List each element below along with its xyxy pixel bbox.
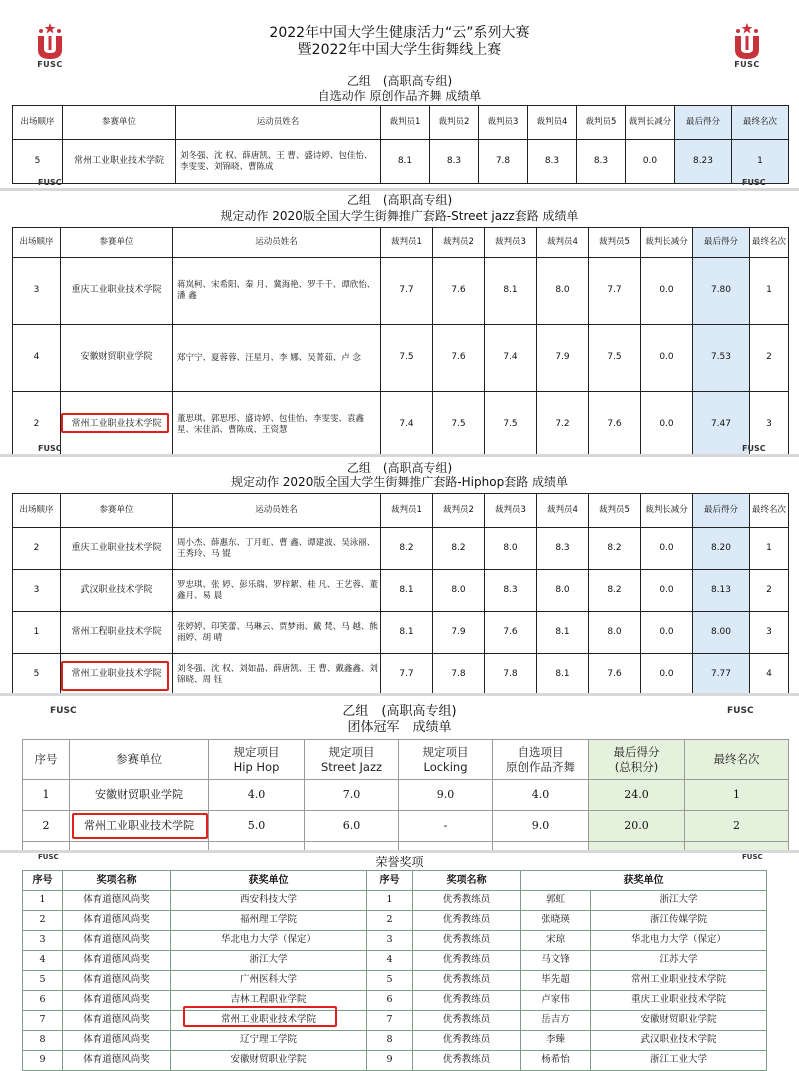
no-cell: 4 (367, 951, 413, 971)
table2-group: 乙组 (高职高专组) (346, 193, 453, 207)
award-cell: 体育道德风尚奖 (63, 931, 171, 951)
score-cell: 8.0 (433, 570, 485, 612)
no-cell: 2 (23, 911, 63, 931)
table-row (23, 931, 767, 951)
person-cell: 宋琼 (521, 931, 591, 951)
header-cell: 裁判员1 (381, 228, 433, 258)
names-cell: 罗忠琪、张 婷、彭乐瑞、罗梓絮、桂 凡、王艺蓉、董鑫月、易 晨 (173, 570, 381, 612)
award-cell: 优秀教练员 (413, 1011, 521, 1031)
score-cell: 7.7 (381, 654, 433, 696)
total-cell: 24.0 (589, 780, 685, 811)
fusc-mark: FUSC (742, 853, 763, 861)
rank-cell: 1 (732, 140, 789, 184)
section-honor-awards (0, 853, 799, 1066)
table-row (23, 780, 789, 811)
table1-scores (12, 105, 789, 184)
header-cell: 运动员姓名 (176, 106, 381, 140)
score-cell: 8.0 (589, 612, 641, 654)
header-line2: Locking (423, 759, 468, 774)
section-team-champion (0, 696, 799, 850)
header-cell: 出场顺序 (13, 494, 61, 528)
score-cell: 8.3 (485, 570, 537, 612)
unit-cell: 常州工业职业技术学院 (61, 392, 173, 459)
header-cell: 裁判员1 (381, 106, 430, 140)
section-street-jazz (0, 191, 799, 454)
header-cell: 裁判员3 (479, 106, 528, 140)
table-row (23, 991, 767, 1011)
header-cell: 序号 (367, 871, 413, 891)
unit-cell: 浙江工业大学 (591, 1051, 767, 1071)
header-line1: 序号 (34, 752, 58, 767)
table-row (23, 951, 767, 971)
table-row (23, 911, 767, 931)
final-score-cell: 8.23 (675, 140, 732, 184)
award-cell: 优秀教练员 (413, 1051, 521, 1071)
score-cell: 7.9 (433, 612, 485, 654)
team-subtitle: 团体冠军 成绩单 (347, 720, 452, 735)
names-cell: 郑宁宁、夏蓉蓉、汪星月、李 娜、吴菁茹、卢 念 (173, 325, 381, 392)
header-cell: 奖项名称 (413, 871, 521, 891)
unit-cell: 武汉职业技术学院 (591, 1031, 767, 1051)
score-cell: 8.1 (537, 654, 589, 696)
unit-cell: 华北电力大学（保定） (591, 931, 767, 951)
order-cell: 5 (13, 654, 61, 696)
table1-subtitle: 自选动作 原创作品齐舞 成绩单 (317, 89, 482, 103)
header-cell (493, 740, 589, 780)
award-cell: 优秀教练员 (413, 911, 521, 931)
deduct-cell: 0.0 (641, 528, 693, 570)
score-cell: 5.0 (209, 811, 305, 842)
names-cell: 刘冬强、沈 权、薛唐凯、王 曹、盛诗婷、包佳怡、李雯雯、刘锦晓、曹陈成 (176, 140, 381, 184)
score-cell: 8.1 (537, 612, 589, 654)
unit-cell: 重庆工业职业技术学院 (591, 991, 767, 1011)
score-cell: 4.0 (493, 780, 589, 811)
person-cell: 张晓瑛 (521, 911, 591, 931)
header-cell: 裁判员3 (485, 228, 537, 258)
award-cell: 优秀教练员 (413, 971, 521, 991)
header-line2: Hip Hop (233, 759, 280, 774)
score-cell: 8.3 (528, 140, 577, 184)
no-cell: 3 (23, 931, 63, 951)
header-cell (589, 740, 685, 780)
header-cell: 参赛单位 (63, 106, 176, 140)
score-cell: 8.3 (537, 528, 589, 570)
award-cell: 体育道德风尚奖 (63, 911, 171, 931)
no-cell: 4 (23, 951, 63, 971)
person-cell: 杨希怡 (521, 1051, 591, 1071)
header-line1: 规定项目 (422, 745, 469, 760)
rank-cell: 1 (685, 780, 789, 811)
deduct-cell: 0.0 (641, 258, 693, 325)
table-row (13, 140, 789, 184)
score-cell: 7.6 (433, 325, 485, 392)
header-line1: 参赛单位 (116, 752, 162, 767)
person-cell: 李臻 (521, 1031, 591, 1051)
unit-cell: 重庆工业职业技术学院 (61, 258, 173, 325)
score-cell: 7.0 (305, 780, 399, 811)
unit-cell: 常州工业职业技术学院 (70, 811, 209, 842)
unit-cell: 江苏大学 (591, 951, 767, 971)
table-row (13, 528, 789, 570)
competition-title: 2022年中国大学生健康活力“云”系列大赛 (269, 25, 530, 41)
header-cell: 序号 (23, 871, 63, 891)
award-cell: 优秀教练员 (413, 931, 521, 951)
award-cell: 体育道德风尚奖 (63, 1011, 171, 1031)
unit-cell: 安徽财贸职业学院 (591, 1011, 767, 1031)
header-cell (23, 740, 70, 780)
no-cell: 9 (23, 1051, 63, 1071)
unit-cell: 浙江传媒学院 (591, 911, 767, 931)
rank-cell: 4 (750, 654, 789, 696)
unit-cell: 华北电力大学（保定） (171, 931, 367, 951)
header-line1: 最后得分 (613, 745, 660, 760)
final-score-cell: 8.20 (693, 528, 750, 570)
header-cell: 裁判员5 (589, 228, 641, 258)
table-row (13, 654, 789, 696)
header-line2: Street Jazz (320, 759, 383, 774)
rank-cell: 1 (750, 528, 789, 570)
deduct-cell: 0.0 (641, 654, 693, 696)
fusc-mark: FUSC (742, 178, 766, 187)
final-score-cell: 7.53 (693, 325, 750, 392)
award-cell: 优秀教练员 (413, 1031, 521, 1051)
unit-cell: 常州工业职业技术学院 (591, 971, 767, 991)
header-cell: 裁判员5 (589, 494, 641, 528)
header-cell: 裁判员2 (433, 228, 485, 258)
unit-cell: 浙江大学 (171, 951, 367, 971)
award-cell: 体育道德风尚奖 (63, 951, 171, 971)
score-cell: 7.8 (479, 140, 528, 184)
table3-subtitle: 规定动作 2020版全国大学生街舞推广套路-Hiphop套路 成绩单 (230, 475, 569, 489)
award-cell: 优秀教练员 (413, 951, 521, 971)
header-cell: 参赛单位 (61, 494, 173, 528)
table-row (13, 612, 789, 654)
order-cell: 3 (13, 258, 61, 325)
no-cell: 3 (367, 931, 413, 951)
header-cell (209, 740, 305, 780)
score-cell: 8.0 (537, 570, 589, 612)
header-line1: 最终名次 (713, 752, 760, 767)
score-cell: 8.2 (589, 528, 641, 570)
no-cell: 6 (367, 991, 413, 1011)
unit-cell: 辽宁理工学院 (171, 1031, 367, 1051)
header-line2: (总积分) (614, 759, 659, 774)
table-row (23, 811, 789, 842)
order-cell: 5 (13, 140, 63, 184)
header-cell: 出场顺序 (13, 106, 63, 140)
honor-title: 荣誉奖项 (375, 855, 424, 869)
deduct-cell: 0.0 (641, 392, 693, 459)
names-cell: 张婷婷、印笑蕾、马琳云、贾梦雨、戴 梵、马 越、熊雨婷、胡 晴 (173, 612, 381, 654)
table-row (23, 971, 767, 991)
order-cell: 1 (13, 612, 61, 654)
unit-cell: 福州理工学院 (171, 911, 367, 931)
score-cell: 7.9 (537, 325, 589, 392)
score-cell: 7.5 (381, 325, 433, 392)
section-hiphop (0, 457, 799, 693)
final-score-cell: 8.00 (693, 612, 750, 654)
award-cell: 体育道德风尚奖 (63, 891, 171, 911)
order-cell: 4 (13, 325, 61, 392)
header-cell (399, 740, 493, 780)
header-cell: 裁判员2 (430, 106, 479, 140)
header-cell: 最终名次 (750, 494, 789, 528)
header-cell: 最后得分 (693, 494, 750, 528)
score-cell: 4.0 (209, 780, 305, 811)
unit-cell: 广州医科大学 (171, 971, 367, 991)
score-cell: 8.2 (589, 570, 641, 612)
names-cell: 董思琪、郭思彤、盛诗婷、包佳怡、李雯雯、袁鑫星、宋佳滔、曹陈成、王资慧 (173, 392, 381, 459)
score-cell: 7.2 (537, 392, 589, 459)
unit-cell: 安徽财贸职业学院 (171, 1051, 367, 1071)
final-score-cell: 8.13 (693, 570, 750, 612)
unit-cell: 安徽财贸职业学院 (61, 325, 173, 392)
no-cell: 1 (23, 780, 70, 811)
no-cell: 5 (367, 971, 413, 991)
award-cell: 体育道德风尚奖 (63, 1031, 171, 1051)
header-cell: 裁判员4 (528, 106, 577, 140)
score-cell: 7.6 (589, 392, 641, 459)
unit-cell: 浙江大学 (591, 891, 767, 911)
header-line1: 规定项目 (328, 745, 375, 760)
table1-group: 乙组 (高职高专组) (346, 74, 453, 88)
header-cell: 裁判员5 (577, 106, 626, 140)
rank-cell: 2 (750, 325, 789, 392)
final-score-cell: 7.80 (693, 258, 750, 325)
table-row (13, 570, 789, 612)
score-cell: 7.6 (485, 612, 537, 654)
score-cell: 7.8 (433, 654, 485, 696)
names-cell: 蒋岚柯、宋希阳、秦 月、冀海艳、罗千千、谭欣怡、潘 鑫 (173, 258, 381, 325)
fusc-mark: FUSC (50, 706, 77, 716)
score-cell: 8.1 (381, 140, 430, 184)
award-cell: 体育道德风尚奖 (63, 991, 171, 1011)
no-cell: 8 (23, 1031, 63, 1051)
final-score-cell: 7.77 (693, 654, 750, 696)
header-cell: 获奖单位 (521, 871, 767, 891)
score-cell: 7.5 (433, 392, 485, 459)
person-cell: 马文锋 (521, 951, 591, 971)
score-cell: 8.1 (381, 570, 433, 612)
score-cell: 8.0 (485, 528, 537, 570)
score-cell: 7.7 (381, 258, 433, 325)
team-scores (22, 739, 789, 854)
no-cell: 2 (367, 911, 413, 931)
deduct-cell: 0.0 (626, 140, 675, 184)
no-cell: 9 (367, 1051, 413, 1071)
fusc-mark: FUSC (38, 178, 62, 187)
header-line1: 自选项目 (517, 745, 564, 760)
table2-subtitle: 规定动作 2020版全国大学生街舞推广套路-Street jazz套路 成绩单 (220, 209, 579, 223)
table2-scores (12, 227, 789, 459)
header-cell (305, 740, 399, 780)
score-cell: 8.0 (537, 258, 589, 325)
score-cell: 7.4 (485, 325, 537, 392)
header-cell: 获奖单位 (171, 871, 367, 891)
no-cell: 7 (367, 1011, 413, 1031)
award-cell: 体育道德风尚奖 (63, 971, 171, 991)
header-cell: 最终名次 (732, 106, 789, 140)
header-cell (685, 740, 789, 780)
fusc-logo-text: FUSC (37, 60, 63, 69)
score-cell: 8.2 (433, 528, 485, 570)
header-cell: 运动员姓名 (173, 494, 381, 528)
unit-cell: 常州工程职业技术学院 (61, 612, 173, 654)
unit-cell: 常州工业职业技术学院 (61, 654, 173, 696)
unit-cell: 西安科技大学 (171, 891, 367, 911)
score-cell: 7.5 (485, 392, 537, 459)
table-row (23, 1011, 767, 1031)
fusc-mark: FUSC (38, 444, 62, 453)
table-row (13, 258, 789, 325)
person-cell: 卢家伟 (521, 991, 591, 1011)
score-cell: 8.2 (381, 528, 433, 570)
table-row (13, 325, 789, 392)
header-cell: 裁判员1 (381, 494, 433, 528)
fusc-mark: FUSC (38, 853, 59, 861)
order-cell: 2 (13, 392, 61, 459)
score-cell: 8.3 (430, 140, 479, 184)
section-original-choreography (0, 0, 799, 188)
score-cell: 9.0 (399, 780, 493, 811)
score-cell: 7.8 (485, 654, 537, 696)
header-cell: 裁判长减分 (641, 494, 693, 528)
score-cell: - (399, 811, 493, 842)
score-cell: 8.1 (381, 612, 433, 654)
deduct-cell: 0.0 (641, 570, 693, 612)
no-cell: 8 (367, 1031, 413, 1051)
award-cell: 体育道德风尚奖 (63, 1051, 171, 1071)
header-cell: 最后得分 (675, 106, 732, 140)
total-cell: 20.0 (589, 811, 685, 842)
rank-cell: 2 (750, 570, 789, 612)
table-row (23, 1051, 767, 1071)
table-row (23, 891, 767, 911)
unit-cell: 安徽财贸职业学院 (70, 780, 209, 811)
score-cell: 9.0 (493, 811, 589, 842)
header-cell: 裁判长减分 (626, 106, 675, 140)
header-cell: 参赛单位 (61, 228, 173, 258)
order-cell: 2 (13, 528, 61, 570)
rank-cell: 2 (685, 811, 789, 842)
header-line2: 原创作品齐舞 (506, 759, 575, 774)
fusc-mark: FUSC (727, 706, 754, 716)
header-cell: 最后得分 (693, 228, 750, 258)
header-cell: 裁判员4 (537, 228, 589, 258)
no-cell: 1 (367, 891, 413, 911)
unit-cell: 常州工业职业技术学院 (63, 140, 176, 184)
unit-cell: 吉林工程职业学院 (171, 991, 367, 1011)
score-cell: 7.6 (589, 654, 641, 696)
names-cell: 周小杰、薛惠东、丁月虹、曹 鑫、谭建波、吴泳丽、王秀玲、马 锟 (173, 528, 381, 570)
header-cell: 裁判员4 (537, 494, 589, 528)
score-cell: 7.4 (381, 392, 433, 459)
score-cell: 6.0 (305, 811, 399, 842)
names-cell: 刘冬强、沈 权、刘如晶、薛唐凯、王 曹、戴鑫鑫、刘锦晓、周 钰 (173, 654, 381, 696)
person-cell: 岳吉方 (521, 1011, 591, 1031)
header-cell: 裁判员2 (433, 494, 485, 528)
rank-cell: 1 (750, 258, 789, 325)
award-cell: 优秀教练员 (413, 891, 521, 911)
header-cell: 运动员姓名 (173, 228, 381, 258)
fusc-mark: FUSC (742, 444, 766, 453)
score-cell: 8.3 (577, 140, 626, 184)
rank-cell: 3 (750, 612, 789, 654)
score-cell: 7.6 (433, 258, 485, 325)
person-cell: 毕先超 (521, 971, 591, 991)
score-cell: 7.7 (589, 258, 641, 325)
unit-cell: 常州工业职业技术学院 (171, 1011, 367, 1031)
deduct-cell: 0.0 (641, 612, 693, 654)
fusc-logo-text: FUSC (734, 60, 760, 69)
header-cell: 裁判员3 (485, 494, 537, 528)
no-cell: 1 (23, 891, 63, 911)
unit-cell: 重庆工业职业技术学院 (61, 528, 173, 570)
final-score-cell: 7.47 (693, 392, 750, 459)
table3-scores (12, 493, 789, 696)
competition-subtitle: 暨2022年中国大学生街舞线上赛 (297, 42, 502, 58)
header-cell: 奖项名称 (63, 871, 171, 891)
person-cell: 郭虹 (521, 891, 591, 911)
header-cell (70, 740, 209, 780)
deduct-cell: 0.0 (641, 325, 693, 392)
rank-cell: 3 (750, 392, 789, 459)
header-line1: 规定项目 (233, 745, 280, 760)
header-cell: 最终名次 (750, 228, 789, 258)
score-cell: 8.1 (485, 258, 537, 325)
no-cell: 6 (23, 991, 63, 1011)
no-cell: 5 (23, 971, 63, 991)
order-cell: 3 (13, 570, 61, 612)
header-cell: 裁判长减分 (641, 228, 693, 258)
table-row (23, 1031, 767, 1051)
no-cell: 7 (23, 1011, 63, 1031)
score-cell: 7.5 (589, 325, 641, 392)
honor-awards-table (22, 870, 767, 1071)
table-row (13, 392, 789, 459)
header-cell: 出场顺序 (13, 228, 61, 258)
unit-cell: 武汉职业技术学院 (61, 570, 173, 612)
no-cell: 2 (23, 811, 70, 842)
table3-group: 乙组 (高职高专组) (346, 461, 453, 475)
team-group: 乙组 (高职高专组) (342, 704, 457, 719)
award-cell: 优秀教练员 (413, 991, 521, 1011)
